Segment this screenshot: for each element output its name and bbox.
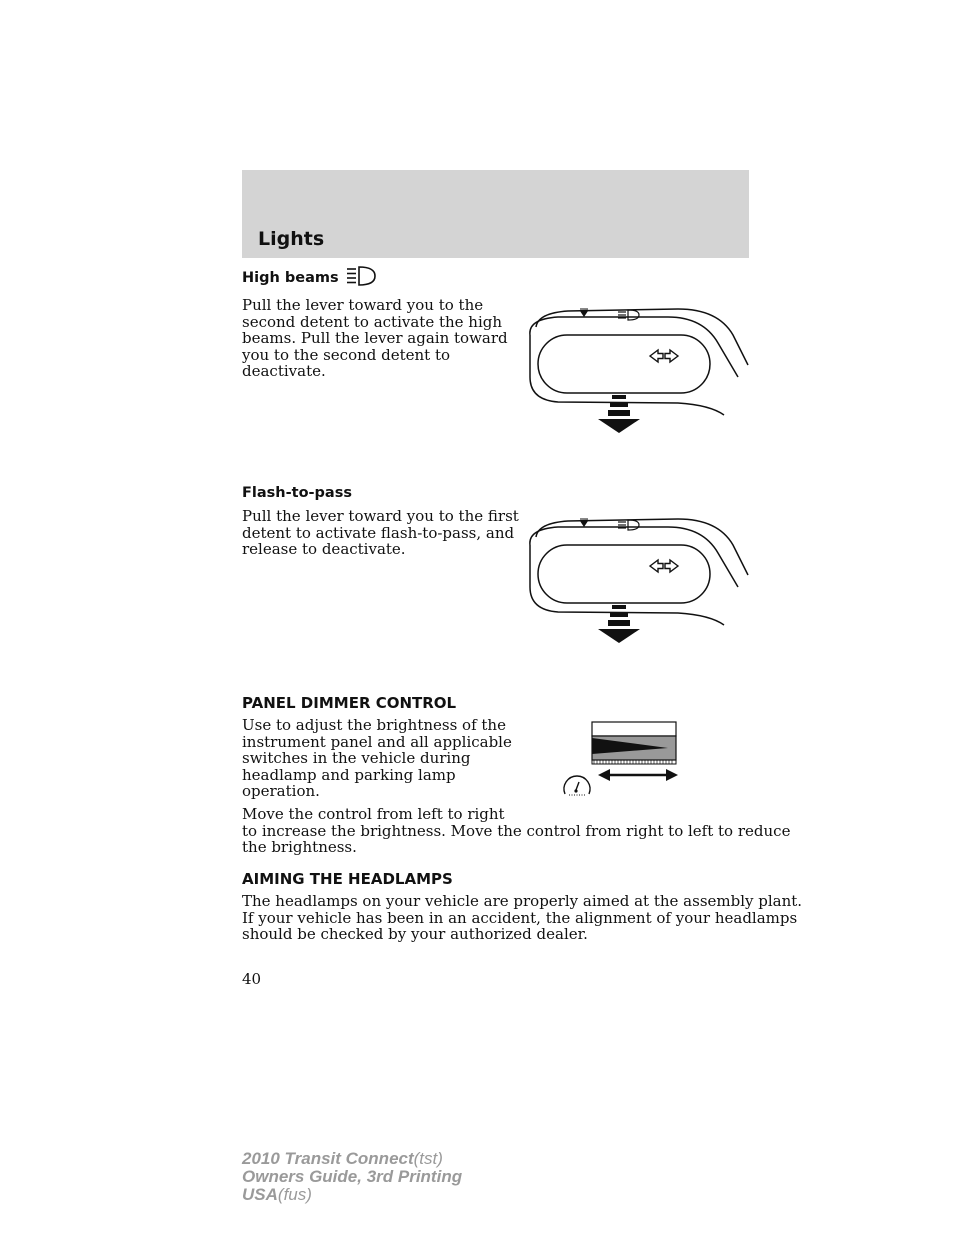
- aiming-headlamps-paragraph: The headlamps on your vehicle are properly aimed at the assembly plant. If your vehicle has been in an accident, the alignment of your headlamps should be checked by your authorized dealer.: [242, 892, 803, 943]
- panel-dimmer-paragraph-2: Move the control from left to right to increase the brightness. Move the control from right to left to reduce the brightness.: [242, 805, 791, 856]
- double-arrow-icon: [598, 769, 678, 781]
- flash-to-pass-heading: Flash-to-pass: [242, 485, 352, 501]
- aiming-headlamps-heading: AIMING THE HEADLAMPS: [242, 870, 453, 888]
- document-footer: 2010 Transit Connect(tst) Owners Guide, 3rd Printing USA(fus): [242, 1149, 463, 1204]
- turn-signal-arrows-icon: [650, 350, 678, 362]
- pull-arrow-icon: [598, 605, 640, 643]
- high-beams-paragraph: Pull the lever toward you to the second detent to activate the high beams. Pull the lever again toward you to the second detent to deactivate.: [242, 296, 508, 380]
- page-number: 40: [242, 970, 262, 988]
- page-title: Lights: [258, 228, 325, 250]
- turn-signal-arrows-icon: [650, 560, 678, 572]
- panel-dimmer-heading: PANEL DIMMER CONTROL: [242, 694, 457, 712]
- panel-dimmer-figure: [560, 720, 685, 804]
- dimmer-wheel-icon: [592, 722, 676, 764]
- section-header-band: [242, 170, 749, 258]
- lever-flash-to-pass-figure: [528, 515, 758, 654]
- flash-to-pass-paragraph: Pull the lever toward you to the first detent to activate flash-to-pass, and release to deactivate.: [242, 507, 519, 558]
- speedometer-icon: [564, 776, 590, 795]
- pull-arrow-icon: [598, 395, 640, 433]
- lever-high-beam-figure: [528, 305, 758, 444]
- high-beams-heading: High beams: [242, 266, 376, 290]
- panel-dimmer-paragraph: Use to adjust the brightness of the instrument panel and all applicable switches in the vehicle during headlamp and parking lamp operation.: [242, 716, 512, 800]
- high-beam-icon: [346, 266, 376, 290]
